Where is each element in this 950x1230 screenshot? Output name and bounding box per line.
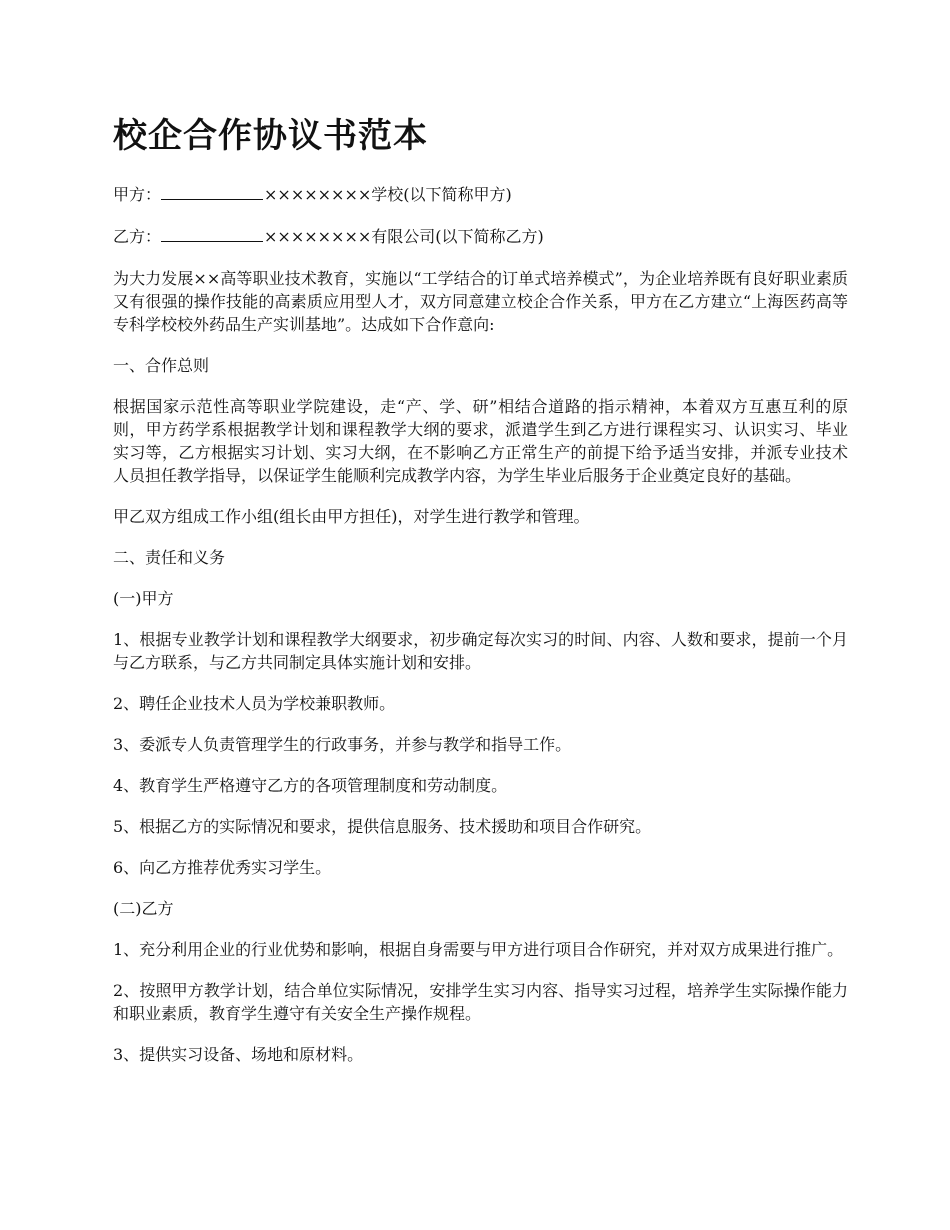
party-b-duty-item: 1、充分利用企业的行业优势和影响，根据自身需要与甲方进行项目合作研究，并对双方成果进行推广。 [113, 940, 844, 959]
party-a-duty-item: 3、委派专人负责管理学生的行政事务，并参与教学和指导工作。 [113, 735, 572, 754]
party-a-duty-item: 6、向乙方推荐优秀实习学生。 [113, 858, 332, 877]
party-b-duty-item: 2、按照甲方教学计划，结合单位实际情况，安排学生实习内容、指导实习过程，培养学生实际操作能力和职业素质，教育学生遵守有关安全生产操作规程。 [113, 981, 848, 1023]
party-a-duty-item: 1、根据专业教学计划和课程教学大纲要求，初步确定每次实习的时间、内容、人数和要求，提前一个月与乙方联系，与乙方共同制定具体实施计划和安排。 [113, 630, 848, 672]
party-b-duty-item: 3、提供实习设备、场地和原材料。 [113, 1045, 364, 1064]
general-principles-paragraph: 根据国家示范性高等职业学院建设，走“产、学、研”相结合道路的指示精神，本着双方互惠互利的原则，甲方药学系根据教学计划和课程教学大纲的要求，派遣学生到乙方进行课程实习、认识实习、毕业实习等，乙方根据实习计划、实习大纲，在不影响乙方正常生产的前提下给予适当安排，并派专业技术人员担任教学指导，以保证学生能顺利完成教学内容，为学生毕业后服务于企业奠定良好的基础。 [113, 397, 848, 485]
document-title: 校企合作协议书范本 [113, 116, 428, 156]
party-a-value: ××××××××学校(以下简称甲方) [264, 185, 512, 204]
party-b-value: ××××××××有限公司(以下简称乙方) [264, 227, 544, 246]
document-page [113, 112, 848, 1084]
intro-paragraph: 为大力发展××高等职业技术教育，实施以“工学结合的订单式培养模式”，为企业培养既有良好职业素质又有很强的操作技能的高素质应用型人才，双方同意建立校企合作关系，甲方在乙方建立“上海医药高等专科学校校外药品生产实训基地”。达成如下合作意向: [113, 269, 848, 334]
party-b-blank [161, 225, 263, 242]
working-group-paragraph: 甲乙双方组成工作小组(组长由甲方担任)，对学生进行教学和管理。 [113, 507, 590, 526]
subsection-heading-party-a: (一)甲方 [113, 589, 174, 608]
party-a-line [113, 183, 848, 206]
party-a-duty-item: 4、教育学生严格遵守乙方的各项管理制度和劳动制度。 [113, 776, 508, 795]
section-heading-general: 一、合作总则 [113, 356, 210, 375]
party-a-blank [161, 183, 263, 200]
section-heading-duties: 二、责任和义务 [113, 548, 226, 567]
party-a-label: 甲方： [113, 185, 162, 204]
subsection-heading-party-b: (二)乙方 [113, 899, 174, 918]
party-a-duty-item: 2、聘任企业技术人员为学校兼职教师。 [113, 694, 396, 713]
party-b-label: 乙方： [113, 227, 162, 246]
party-a-duty-item: 5、根据乙方的实际情况和要求，提供信息服务、技术援助和项目合作研究。 [113, 817, 652, 836]
party-b-line [113, 225, 848, 248]
